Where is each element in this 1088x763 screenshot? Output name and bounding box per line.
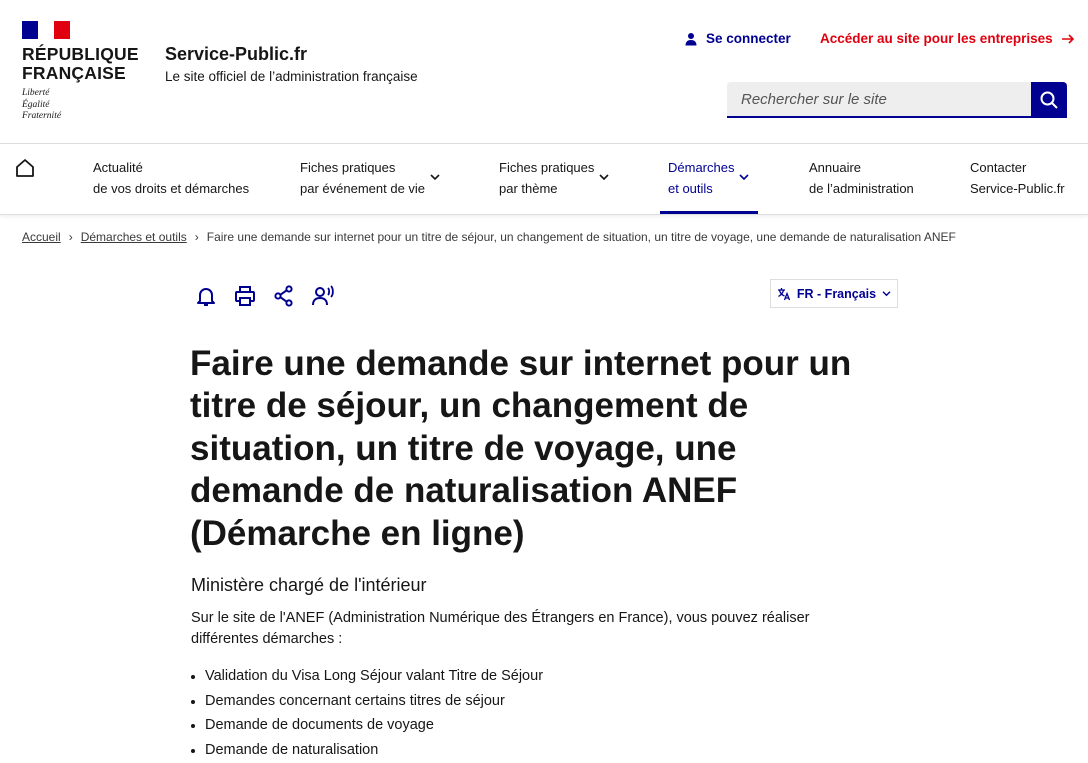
nav-item-contacter[interactable]	[970, 157, 1065, 199]
intro-text: Sur le site de l'ANEF (Administration Numérique des Étrangers en France), vous pouvez réaliser différentes démarches :	[191, 610, 810, 647]
chevron-right-icon: ›	[68, 230, 73, 244]
republic-line1: RÉPUBLIQUE	[22, 44, 139, 64]
list-item: Demandes concernant certains titres de séjour	[191, 689, 543, 714]
nav-item-line1: Actualité	[93, 160, 143, 175]
translate-icon	[777, 287, 791, 301]
site-header	[0, 0, 1088, 144]
breadcrumb	[22, 230, 956, 244]
nav-item-evenement-de-vie[interactable]	[300, 157, 442, 199]
list-item: Demande de documents de voyage	[191, 713, 543, 738]
site-tagline: Le site officiel de l’administration française	[165, 69, 418, 84]
republique-francaise-logo-text	[22, 45, 139, 83]
motto-liberte: Liberté	[22, 88, 50, 98]
list-item: Validation du Visa Long Séjour valant Titre de Séjour	[191, 664, 543, 689]
breadcrumb-home[interactable]: Accueil	[22, 230, 61, 244]
nav-item-line2: de l’administration	[809, 181, 914, 196]
nav-item-line1: Annuaire	[809, 160, 862, 175]
nav-item-line2: et outils	[668, 181, 713, 196]
share-icon[interactable]	[272, 284, 296, 308]
chevron-down-icon	[739, 173, 749, 181]
nav-item-par-theme[interactable]	[499, 157, 611, 199]
nav-item-demarches-outils[interactable]	[668, 157, 752, 199]
active-nav-indicator	[660, 211, 758, 214]
print-icon[interactable]	[233, 284, 257, 308]
login-label: Se connecter	[706, 31, 791, 46]
language-selector[interactable]	[770, 279, 898, 308]
nav-item-line1: Fiches pratiques	[499, 160, 595, 175]
user-icon	[684, 32, 698, 46]
home-icon[interactable]	[14, 156, 36, 180]
ministry-label: Ministère chargé de l'intérieur	[191, 575, 427, 595]
republic-line2: FRANÇAISE	[22, 63, 126, 83]
login-link[interactable]	[684, 31, 791, 46]
procedures-list	[191, 664, 543, 763]
nav-item-line1: Contacter	[970, 160, 1027, 175]
site-name[interactable]: Service-Public.fr	[165, 44, 308, 64]
chevron-down-icon	[882, 290, 891, 297]
chevron-down-icon	[599, 173, 609, 181]
motto	[22, 88, 61, 123]
page-title: Faire une demande sur internet pour un titre de séjour, un changement de situation, un titre de voyage, une demande de naturalisation ANEF (Démarche en ligne)	[190, 344, 852, 553]
enterprise-site-label: Accéder au site pour les entreprises	[820, 31, 1053, 46]
chevron-down-icon	[430, 173, 440, 181]
nav-item-line1: Fiches pratiques	[300, 160, 396, 175]
list-item: Demande de naturalisation	[191, 738, 543, 763]
motto-fraternite: Fraternité	[22, 111, 62, 121]
nav-item-actualite[interactable]	[93, 157, 249, 199]
search-bar	[727, 82, 1067, 118]
breadcrumb-section[interactable]: Démarches et outils	[80, 230, 187, 244]
search-icon	[1039, 90, 1059, 110]
chevron-right-icon: ›	[194, 230, 199, 244]
search-button[interactable]	[1031, 82, 1067, 118]
french-flag-logo[interactable]	[22, 21, 70, 39]
nav-item-line1: Démarches	[668, 160, 735, 175]
breadcrumb-current: Faire une demande sur internet pour un titre de séjour, un changement de situation, un titre de voyage, une demande de naturalisation ANEF	[206, 230, 956, 244]
search-input[interactable]	[727, 82, 1031, 118]
read-aloud-icon[interactable]	[311, 284, 335, 308]
nav-item-line2: par thème	[499, 181, 558, 196]
nav-item-annuaire[interactable]	[809, 157, 914, 199]
enterprise-site-link[interactable]	[820, 31, 1075, 46]
nav-item-line2: par événement de vie	[300, 181, 426, 196]
nav-item-line2: de vos droits et démarches	[93, 181, 250, 196]
nav-item-line2: Service-Public.fr	[970, 181, 1065, 196]
arrow-right-icon	[1061, 33, 1075, 45]
motto-egalite: Égalité	[22, 99, 50, 110]
language-label: FR - Français	[796, 286, 877, 301]
main-navigation	[0, 144, 1088, 215]
bell-icon[interactable]	[194, 284, 218, 308]
